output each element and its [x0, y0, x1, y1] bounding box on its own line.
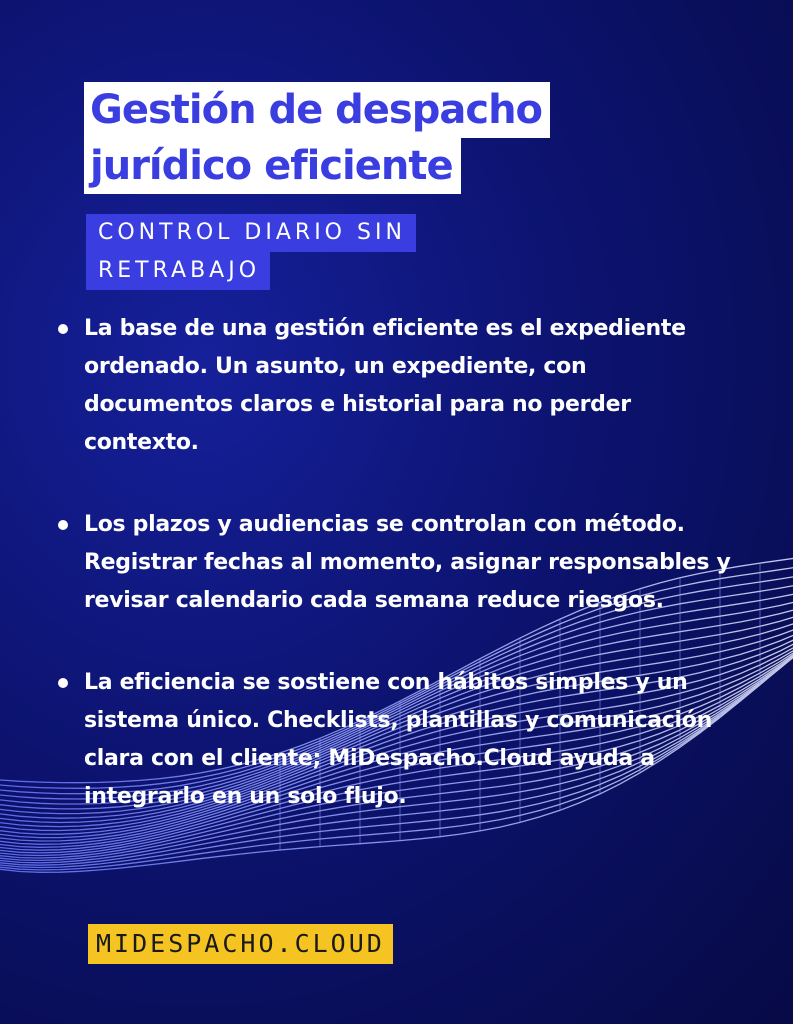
- bullet-text: Los plazos y audiencias se controlan con método. Registrar fechas al momento, asignar responsables y revisar calendario cada semana reduce riesgos.: [84, 512, 731, 613]
- brand-badge: MIDESPACHO.CLOUD: [88, 924, 393, 964]
- bullet-text: La base de una gestión eficiente es el expediente ordenado. Un asunto, un expediente, con documentos claros e historial para no perder contexto.: [84, 316, 686, 455]
- subtitle-block: [86, 214, 416, 290]
- bullet-dot-icon: [58, 520, 68, 530]
- subtitle-line-2: RETRABAJO: [86, 252, 270, 290]
- bullet-item: [52, 310, 732, 462]
- bullet-text: La eficiencia se sostiene con hábitos simples y un sistema único. Checklists, plantillas y comunicación clara con el cliente; MiDespacho.Cloud ayuda a integrarlo en un solo flujo.: [84, 670, 712, 809]
- page-title-line-1: Gestión de despacho: [84, 82, 550, 138]
- bullet-item: [52, 664, 732, 816]
- bullet-dot-icon: [58, 324, 68, 334]
- subtitle-line-1: CONTROL DIARIO SIN: [86, 214, 416, 252]
- bullet-list: [52, 310, 732, 860]
- bullet-dot-icon: [58, 678, 68, 688]
- page-title-line-2: jurídico eficiente: [84, 138, 461, 194]
- bullet-item: [52, 506, 732, 620]
- title-block: [84, 82, 550, 194]
